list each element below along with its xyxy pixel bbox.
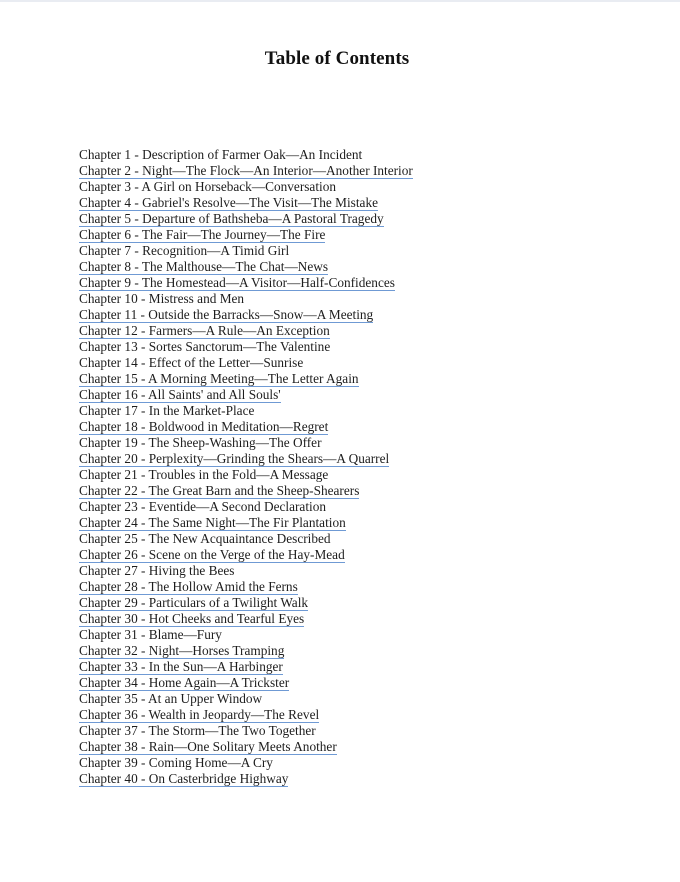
toc-entry[interactable] xyxy=(79,739,413,755)
toc-entry[interactable] xyxy=(79,371,413,387)
toc-entry[interactable] xyxy=(79,515,413,531)
chapter-link[interactable]: Chapter 40 - On Casterbridge Highway xyxy=(79,771,289,786)
toc-entry[interactable] xyxy=(79,675,413,691)
chapter-link[interactable]: Chapter 8 - The Malthouse—The Chat—News xyxy=(79,259,329,274)
chapter-link[interactable]: Chapter 6 - The Fair—The Journey—The Fire xyxy=(79,227,326,242)
toc-entry xyxy=(79,563,413,579)
chapter-link[interactable]: Chapter 9 - The Homestead—A Visitor—Half-Confidences xyxy=(79,275,395,290)
toc-entry[interactable] xyxy=(79,659,413,675)
chapter-link[interactable]: Chapter 16 - All Saints' and All Souls' xyxy=(79,387,281,402)
toc-entry xyxy=(79,339,413,355)
chapter-link[interactable]: Chapter 12 - Farmers—A Rule—An Exception xyxy=(79,323,330,338)
toc-entry[interactable] xyxy=(79,387,413,403)
chapter-link[interactable]: Chapter 24 - The Same Night—The Fir Plantation xyxy=(79,515,346,530)
toc-entry xyxy=(79,403,413,419)
toc-entry[interactable] xyxy=(79,595,413,611)
chapter-link[interactable]: Chapter 18 - Boldwood in Meditation—Regret xyxy=(79,419,329,434)
chapter-label: Chapter 39 - Coming Home—A Cry xyxy=(79,755,273,770)
toc-entry xyxy=(79,355,413,371)
chapter-link[interactable]: Chapter 20 - Perplexity—Grinding the Shears—A Quarrel xyxy=(79,451,390,466)
toc-entry xyxy=(79,147,413,163)
chapter-label: Chapter 17 - In the Market-Place xyxy=(79,403,255,418)
chapter-label: Chapter 31 - Blame—Fury xyxy=(79,627,222,642)
chapter-link[interactable]: Chapter 38 - Rain—One Solitary Meets Another xyxy=(79,739,337,754)
toc-entry[interactable] xyxy=(79,195,413,211)
chapter-link[interactable]: Chapter 26 - Scene on the Verge of the Hay-Mead xyxy=(79,547,345,562)
chapter-label: Chapter 13 - Sortes Sanctorum—The Valentine xyxy=(79,339,331,354)
chapter-link[interactable]: Chapter 15 - A Morning Meeting—The Letter Again xyxy=(79,371,359,386)
toc-entry[interactable] xyxy=(79,259,413,275)
chapter-link[interactable]: Chapter 36 - Wealth in Jeopardy—The Revel xyxy=(79,707,320,722)
toc-entry[interactable] xyxy=(79,707,413,723)
chapter-link[interactable]: Chapter 2 - Night—The Flock—An Interior—Another Interior xyxy=(79,163,413,178)
chapter-label: Chapter 7 - Recognition—A Timid Girl xyxy=(79,243,290,258)
chapter-label: Chapter 27 - Hiving the Bees xyxy=(79,563,235,578)
toc-entry[interactable] xyxy=(79,163,413,179)
toc-entry[interactable] xyxy=(79,227,413,243)
chapter-link[interactable]: Chapter 28 - The Hollow Amid the Ferns xyxy=(79,579,298,594)
toc-entry xyxy=(79,627,413,643)
toc-entry[interactable] xyxy=(79,547,413,563)
chapter-link[interactable]: Chapter 29 - Particulars of a Twilight Walk xyxy=(79,595,309,610)
page-title: Table of Contents xyxy=(264,48,410,69)
toc-entry[interactable] xyxy=(79,643,413,659)
chapter-link[interactable]: Chapter 5 - Departure of Bathsheba—A Pastoral Tragedy xyxy=(79,211,384,226)
chapter-link[interactable]: Chapter 34 - Home Again—A Trickster xyxy=(79,675,290,690)
viewer-top-edge xyxy=(0,0,680,2)
chapter-label: Chapter 37 - The Storm—The Two Together xyxy=(79,723,316,738)
chapter-link[interactable]: Chapter 32 - Night—Horses Tramping xyxy=(79,643,285,658)
toc-entry xyxy=(79,435,413,451)
toc-entry[interactable] xyxy=(79,307,413,323)
toc-entry[interactable] xyxy=(79,771,413,787)
toc-entry xyxy=(79,691,413,707)
toc-entry xyxy=(79,467,413,483)
chapter-label: Chapter 35 - At an Upper Window xyxy=(79,691,263,706)
toc-entry xyxy=(79,723,413,739)
toc-entry[interactable] xyxy=(79,275,413,291)
toc-entry xyxy=(79,179,413,195)
chapter-link[interactable]: Chapter 4 - Gabriel's Resolve—The Visit—The Mistake xyxy=(79,195,378,210)
toc-entry xyxy=(79,243,413,259)
chapter-link[interactable]: Chapter 11 - Outside the Barracks—Snow—A Meeting xyxy=(79,307,374,322)
toc-entry[interactable] xyxy=(79,451,413,467)
chapter-link[interactable]: Chapter 33 - In the Sun—A Harbinger xyxy=(79,659,283,674)
chapter-link[interactable]: Chapter 30 - Hot Cheeks and Tearful Eyes xyxy=(79,611,305,626)
chapter-label: Chapter 10 - Mistress and Men xyxy=(79,291,245,306)
toc-entry[interactable] xyxy=(79,611,413,627)
chapter-link[interactable]: Chapter 22 - The Great Barn and the Sheep-Shearers xyxy=(79,483,360,498)
toc-entry[interactable] xyxy=(79,579,413,595)
toc-entry[interactable] xyxy=(79,419,413,435)
chapter-label: Chapter 21 - Troubles in the Fold—A Message xyxy=(79,467,329,482)
toc-entry xyxy=(79,755,413,771)
chapter-label: Chapter 19 - The Sheep-Washing—The Offer xyxy=(79,435,322,450)
chapter-label: Chapter 1 - Description of Farmer Oak—An Incident xyxy=(79,147,363,162)
chapter-label: Chapter 25 - The New Acquaintance Described xyxy=(79,531,331,546)
chapter-label: Chapter 3 - A Girl on Horseback—Conversation xyxy=(79,179,337,194)
toc-entry[interactable] xyxy=(79,483,413,499)
chapter-label: Chapter 23 - Eventide—A Second Declaration xyxy=(79,499,327,514)
toc-entry[interactable] xyxy=(79,323,413,339)
toc-entry[interactable] xyxy=(79,211,413,227)
table-of-contents-list xyxy=(79,147,413,787)
chapter-label: Chapter 14 - Effect of the Letter—Sunrise xyxy=(79,355,304,370)
toc-entry xyxy=(79,291,413,307)
toc-entry xyxy=(79,499,413,515)
toc-entry xyxy=(79,531,413,547)
